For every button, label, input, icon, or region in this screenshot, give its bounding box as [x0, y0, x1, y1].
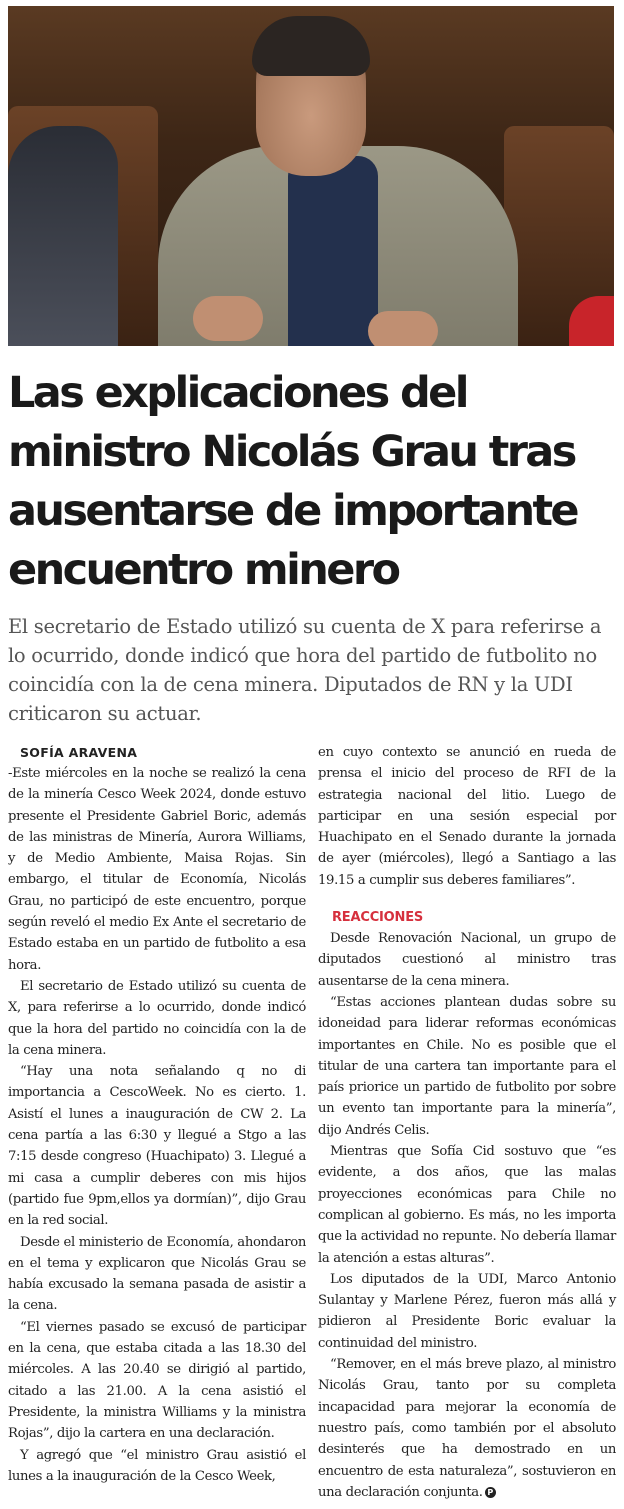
- paragraph: Mientras que Sofía Cid sostuvo que “es evidente, a dos años, que las malas proyecciones económicas para Chile no complican al gobierno. Es más, no les importa que la actividad no repunte. No debería llamar la atención a estas alturas”.: [318, 1144, 616, 1266]
- hand-right: [368, 311, 438, 346]
- paragraph: “Hay una nota señalando q no di importancia a CescoWeek. No es cierto. 1. Asistí el lunes a inauguración de CW 2. La cena partía a las 6:30 y llegué a Stgo a las 7:15 desde congreso (Huachipato) 3. Llegué a mi casa a cumplir deberes con mis hijos (partido fue 9pm,ellos ya dormían)”, dijo Grau en la red social.: [8, 1064, 306, 1229]
- paragraph: Los diputados de la UDI, Marco Antonio Sulantay y Marlene Pérez, fueron más allá y pidieron al Presidente Boric evaluar la continuidad del ministro.: [318, 1271, 616, 1351]
- byline: SOFÍA ARAVENA: [20, 745, 138, 760]
- paragraph: -Este miércoles en la noche se realizó la cena de la minería Cesco Week 2024, donde estuvo presente el Presidente Gabriel Boric, además de las ministras de Minería, Aurora Williams, y de Medio Ambiente, Maisa Rojas. Sin embargo, el titular de Economía, Nicolás Grau, no participó de este encuentro, porque según reveló el medio Ex Ante el secretario de Estado estaba en un partido de futbolito a esa hora.: [8, 766, 306, 973]
- article-photo: [8, 6, 614, 346]
- person-left: [8, 126, 118, 346]
- hand-left: [193, 296, 263, 341]
- paragraph: Desde Renovación Nacional, un grupo de diputados cuestionó al ministro tras ausentarse de la cena minera.: [318, 931, 616, 989]
- end-mark-icon: P: [485, 1487, 496, 1498]
- column-left: [8, 742, 306, 1487]
- paragraph: Y agregó que “el ministro Grau asistió el lunes a la inauguración de la Cesco Week,: [8, 1447, 306, 1484]
- section-head-reacciones: REACCIONES: [332, 910, 424, 926]
- paragraph-last: [318, 1354, 616, 1503]
- paragraph: “El viernes pasado se excusó de participar en la cena, que estaba citada a las 18.30 del miércoles. A las 20.40 se dirigió al partido, citado a las 21.00. A la cena asistió el Presidente, la ministra Williams y la ministra Rojas”, dijo la cartera en una declaración.: [8, 1319, 306, 1442]
- paragraph: Desde el ministerio de Economía, ahondaron en el tema y explicaron que Nicolás Grau se había excusado la semana pasada de asistir a la cena.: [8, 1234, 306, 1314]
- minister-hair: [252, 16, 370, 76]
- deck: El secretario de Estado utilizó su cuenta de X para referirse a lo ocurrido, donde indicó que hora del partido de futbolito no coincidía con la de cena minera. Diputados de RN y la UDI criticaron su actuar.: [8, 615, 602, 725]
- column-right: [318, 742, 616, 1503]
- paragraph: en cuyo contexto se anunció en rueda de prensa el inicio del proceso de RFI de la estrategia nacional del litio. Luego de participar en una sesión especial por Huachipato en el Senado durante la jornada de ayer (miércoles), llegó a Santiago a las 19.15 a cumplir sus deberes familiares”.: [318, 745, 616, 888]
- paragraph-text: “Remover, en el más breve plazo, al ministro Nicolás Grau, tanto por su completa incapacidad para mejorar la economía de nuestro país, como también por el absoluto desinterés que ha demostrado en un encuentro de esta naturaleza”, sostuvieron en una declaración conjunta.: [318, 1357, 616, 1500]
- headline: Las explicaciones del ministro Nicolás Grau tras ausentarse de importante encuentro minero: [8, 368, 577, 595]
- paragraph: El secretario de Estado utilizó su cuenta de X, para referirse a lo ocurrido, donde indicó que la hora del partido no coincidía con la de la cena minera.: [8, 978, 306, 1058]
- minister-shirt: [288, 156, 378, 346]
- paragraph: “Estas acciones plantean dudas sobre su idoneidad para liderar reformas económicas importantes en Chile. No es posible que el titular de una cartera tan importante para el país priorice un partido de futbolito por sobre un evento tan importante para la minería”, dijo Andrés Celis.: [318, 994, 616, 1138]
